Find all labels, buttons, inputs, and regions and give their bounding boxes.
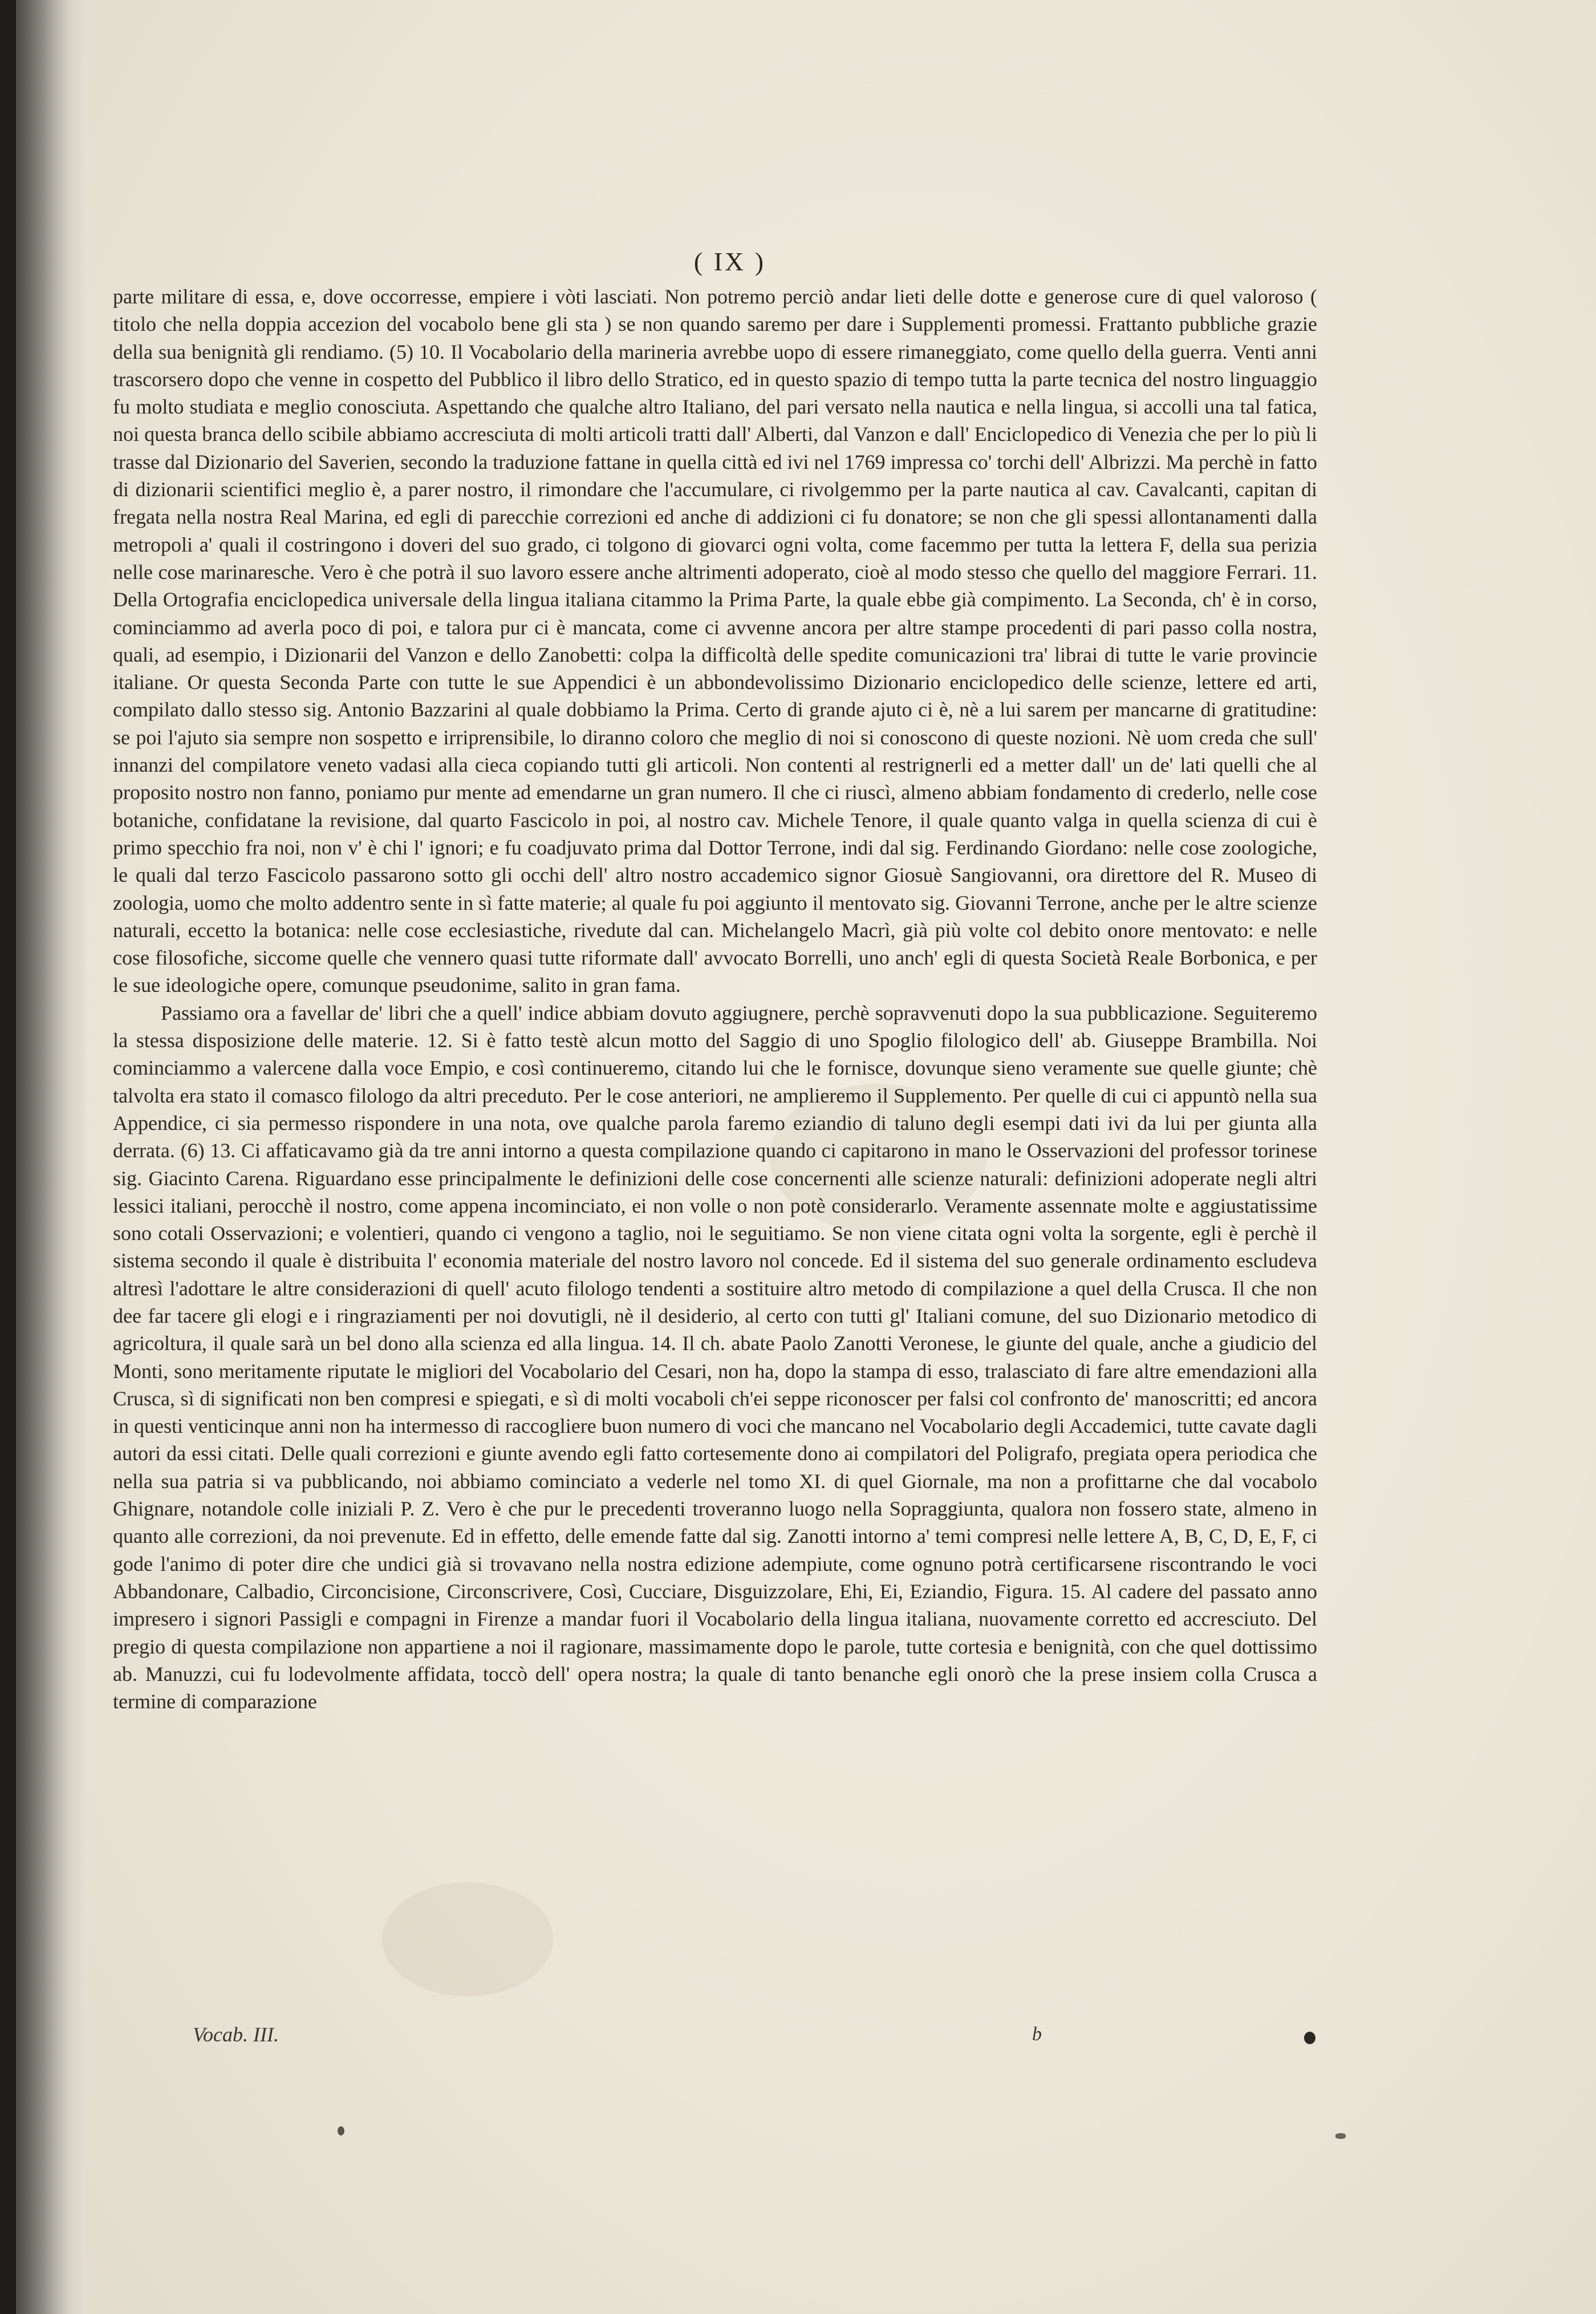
gathering-letter: b	[1032, 2024, 1042, 2045]
ink-blot	[1304, 2032, 1315, 2044]
body-text	[113, 283, 1317, 1715]
paragraph: Passiamo ora a favellar de' libri che a quell' indice abbiam dovuto aggiugnere, perchè sopravvenuti dopo la sua pubblicazione. Seguiteremo la stessa disposizione delle materie. 12. Si è fatto testè alcun motto del Saggio di uno Spoglio filologico dell' ab. Giuseppe Brambilla. Noi cominciammo a valercene dalla voce Empio, e così continueremo, citando lui che le fornisce, dovunque sieno veramente sue quelle giunte; chè talvolta era stato il comasco filologo da altri preceduto. Per le cose anteriori, ne amplieremo il Supplemento. Per quelle di cui ci appuntò nella sua Appendice, ci sia permesso rispondere in una nota, ove qualche parola faremo eziandio di taluno degli esempi dati ivi da lui per giunta alla derrata. (6) 13. Ci affaticavamo già da tre anni intorno a questa compilazione quando ci capitarono in mano le Osservazioni del professor torinese sig. Giacinto Carena. Riguardano esse principalmente le definizioni delle cose concernenti alle scienze naturali: definizioni adoperate negli altri lessici italiani, perocchè il nostro, come appena incominciato, ei non volle o non potè considerarlo. Veramente assennate molte e aggiustatissime sono cotali Osservazioni; e volentieri, quando ci vengono a taglio, noi le seguitiamo. Se non viene citata ogni volta la sorgente, egli è perchè il sistema secondo il quale è distribuita l' economia materiale del nostro lavoro nol concede. Ed il sistema del suo generale ordinamento escludeva altresì l'adottare le altre considerazioni di quell' acuto filologo tendenti a sostituire altro metodo di compilazione a quel della Crusca. Il che non dee far tacere gli elogi e i ringraziamenti per noi dovutigli, nè il desiderio, al certo con tutti gl' Italiani comune, del suo Dizionario metodico di agricoltura, il quale sarà un bel dono alla scienza ed alla lingua. 14. Il ch. abate Paolo Zanotti Veronese, le giunte del quale, anche a giudicio del Monti, sono meritamente riputate le migliori del Vocabolario del Cesari, non ha, dopo la stampa di esso, tralasciato di fare altre emendazioni alla Crusca, sì di significati non ben compresi e spiegati, e sì di molti vocaboli ch'ei seppe riconoscer per falsi col confronto de' manoscritti; ed ancora in questi venticinque anni non ha intermesso di raccogliere buon numero di voci che mancano nel Vocabolario degli Accademici, tutte cavate dagli autori da essi citati. Delle quali correzioni e giunte avendo egli fatto cortesemente dono ai compilatori del Poligrafo, pregiata opera periodica che nella sua patria si va pubblicando, noi abbiamo cominciato a vederle nel tomo XI. di quel Giornale, ma non a profittarne che dal vocabolo Ghignare, notandole colle iniziali P. Z. Vero è che pur le precedenti troveranno luogo nella Sopraggiunta, qualora non fossero state, almeno in quanto alle correzioni, da noi prevenute. Ed in effetto, delle emende fatte dal sig. Zanotti intorno a' temi compresi nelle lettere A, B, C, D, E, F, ci gode l'animo di poter dire che undici già si trovavano nella nostra edizione adempiute, come ognuno potrà certificarsene riscontrando le voci Abbandonare, Calbadio, Circoncisione, Circonscrivere, Così, Cucciare, Disguizzolare, Ehi, Ei, Eziandio, Figura. 15. Al cadere del passato anno impresero i signori Passigli e compagni in Firenze a mandar fuori il Vocabolario della lingua italiana, nuovamente corretto ed accresciuto. Del pregio di questa compilazione non appartiene a noi il ragionare, massimamente dopo le parole, tutte cortesia e benignità, con che quel dottissimo ab. Manuzzi, cui fu lodevolmente affidata, toccò dell' opera nostra; la quale di tanto benanche egli onorò che la prese insiem colla Crusca a termine di comparazione	[113, 1001, 1317, 1713]
book-gutter-edge	[0, 0, 16, 2314]
ink-blot	[338, 2126, 344, 2135]
signature-mark: Vocab. III.	[193, 2023, 279, 2046]
ink-blot	[1335, 2133, 1346, 2139]
page-number: ( IX )	[693, 247, 766, 276]
paragraph: parte militare di essa, e, dove occorresse, empiere i vòti lasciati. Non potremo perciò andar lieti delle dotte e generose cure di quel valoroso ( titolo che nella doppia accezion del vocabolo bene gli sta ) se non quando saremo per dare i Supplementi promessi. Frattanto pubbliche grazie della sua benignità gli rendiamo. (5) 10. Il Vocabolario della marineria avrebbe uopo di essere rimaneggiato, come quello della guerra. Venti anni trascorsero dopo che venne in cospetto del Pubblico il libro dello Stratico, ed in questo spazio di tempo tutta la parte tecnica del nostro linguaggio fu molto studiata e meglio conosciuta. Aspettando che qualche altro Italiano, del pari versato nella nautica e nella lingua, si accolli una tal fatica, noi questa branca dello scibile abbiamo accresciuta di molti articoli tratti dall' Alberti, dal Vanzon e dall' Enciclopedico di Venezia che per lo più li trasse dal Dizionario del Saverien, secondo la traduzione fattane in quella città ed ivi nel 1769 impressa co' torchi dell' Albrizzi. Ma perchè in fatto di dizionarii scientifici meglio è, a parer nostro, il rimondare che l'accumulare, ci rivolgemmo per la parte nautica al cav. Cavalcanti, capitan di fregata nella nostra Real Marina, ed egli di parecchie correzioni ed anche di addizioni ci fu donatore; se non che gli spessi allontanamenti dalla metropoli a' quali il costringono i doveri del suo grado, ci tolgono di giovarci ogni volta, come facemmo per tutta la lettera F, della sua perizia nelle cose marinaresche. Vero è che potrà il suo lavoro essere anche altrimenti adoperato, cioè al modo stesso che quello del maggiore Ferrari. 11. Della Ortografia enciclopedica universale della lingua italiana citammo la Prima Parte, la quale ebbe già compimento. La Seconda, ch' è in corso, cominciammo ad averla poco di poi, e talora pur ci è mancata, come ci avvenne ancora per altre stampe procedenti di pari passo colla nostra, quali, ad esempio, i Dizionarii del Vanzon e dello Zanobetti: colpa la difficoltà delle spedite comunicazioni tra' librai di tutte le varie provincie italiane. Or questa Seconda Parte con tutte le sue Appendici è un abbondevolissimo Dizionario enciclopedico delle scienze, lettere ed arti, compilato dallo stesso sig. Antonio Bazzarini al quale dobbiamo la Prima. Certo di grande ajuto ci è, nè a lui sarem per mancarne di gratitudine: se poi l'ajuto sia sempre non sospetto e irriprensibile, lo diranno coloro che meglio di noi si conoscono di queste nozioni. Nè uom creda che sull' innanzi del compilatore veneto vadasi alla cieca copiando tutti gli articoli. Non contenti al restrignerli ed a metter dall' un de' lati quelli che al proposito nostro non fanno, poniamo pur mente ad emendarne un gran numero. Il che ci riuscì, almeno abbiam fondamento di crederlo, nelle cose botaniche, confidatane la revisione, dal quarto Fascicolo in poi, al nostro cav. Michele Tenore, il quale quanto valga in quella scienza di cui è primo specchio fra noi, non v' è chi l' ignori; e fu coadjuvato prima dal Dottor Terrone, indi dal sig. Ferdinando Giordano: nelle cose zoologiche, le quali dal terzo Fascicolo passarono sotto gli occhi dell' altro nostro accademico signor Giosuè Sangiovanni, ora direttore del R. Museo di zoologia, uomo che molto addentro sente in sì fatte materie; al quale fu poi aggiunto il mentovato sig. Giovanni Terrone, anche per le altre scienze naturali, eccetto la botanica: nelle cose ecclesiastiche, rivedute dal can. Michelangelo Macrì, già più volte col debito onore mentovato: e nelle cose filosofiche, siccome quelle che vennero quasi tutte riformate dall' avvocato Borrelli, uno anch' egli di questa Società Reale Borbonica, e per le sue ideologiche opere, comunque pseudonime, salito in gran fama.	[113, 285, 1317, 997]
paper-stain	[382, 1882, 553, 1996]
